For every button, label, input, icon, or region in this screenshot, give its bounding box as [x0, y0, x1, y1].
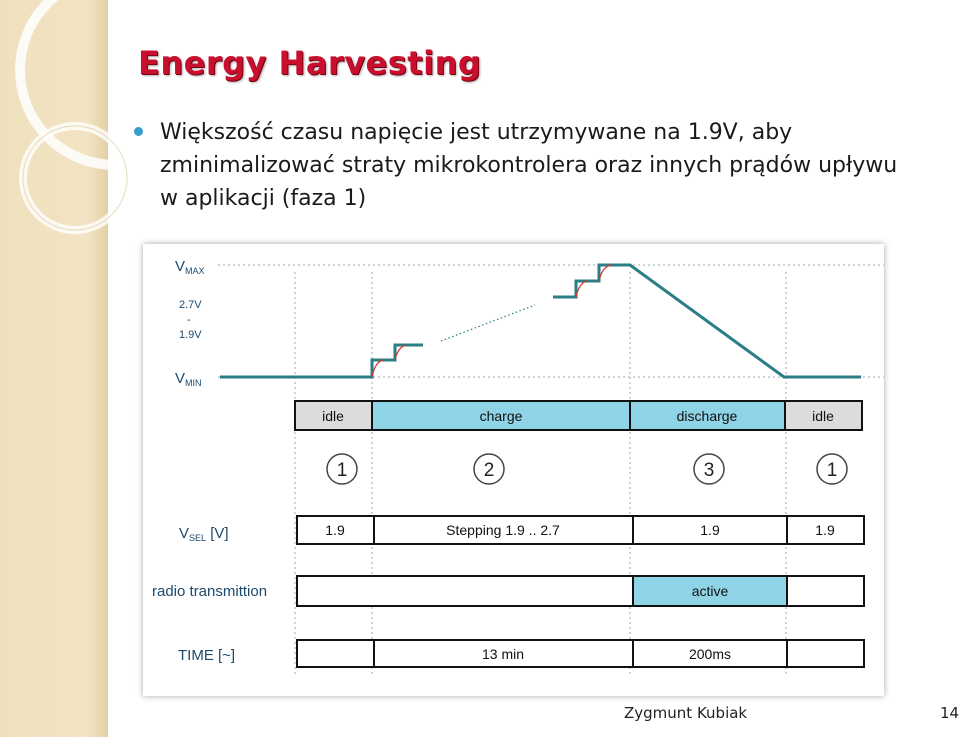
page-number: 14: [940, 704, 959, 722]
radio-cell-inactive-end: [787, 576, 864, 606]
vsel-value: 1.9: [815, 522, 835, 538]
vmax-label: $V_{MAX}$: [175, 258, 205, 276]
phase-numbers: [327, 454, 847, 484]
vsel-row: [297, 516, 864, 544]
charge-gap-dotted: [441, 305, 535, 341]
timing-diagram: [143, 244, 884, 696]
radio-row: [297, 576, 864, 606]
phase-label: idle: [322, 408, 344, 424]
time-row-label: TIME [~]: [178, 647, 236, 664]
range-dash-label: -: [187, 314, 191, 326]
bullet-text: Większość czasu napięcie jest utrzymywane na 1.9V, aby zminimalizować straty mikrokontrolera oraz innych prądów upływu w aplikacji (faza 1): [160, 120, 898, 211]
phase-number: 2: [483, 460, 495, 481]
time-cell: [787, 640, 864, 667]
time-cell: [297, 640, 374, 667]
vmin-label: $V_{MIN}$: [175, 370, 202, 388]
vsel-value: Stepping 1.9 .. 2.7: [446, 522, 560, 538]
slide-title: Energy Harvesting: [138, 44, 482, 82]
phase-number: 1: [826, 460, 838, 481]
time-value: 13 min: [481, 646, 525, 662]
range-top-label: 2.7V: [179, 299, 202, 311]
time-value: 200ms: [688, 646, 732, 662]
phase-number: 3: [703, 460, 715, 481]
range-bottom-label: 1.9V: [179, 329, 202, 341]
radio-cell-inactive: [297, 576, 633, 606]
vsel-value: 1.9: [325, 522, 345, 538]
phase-label: idle: [812, 408, 834, 424]
time-row: [297, 640, 864, 667]
voltage-waveform-left: [220, 345, 423, 377]
vsel-value: 1.9: [700, 522, 720, 538]
radio-row-label: radio transmittion: [152, 583, 268, 600]
footer-author: Zygmunt Kubiak: [624, 704, 748, 722]
vsel-row-label: $V_{SEL}$ [V]: [179, 525, 229, 543]
phase-label: discharge: [676, 408, 738, 424]
bullet-icon: [134, 127, 143, 136]
timing-diagram-svg: [143, 244, 884, 696]
phase-bar: [295, 401, 862, 430]
phase-number: 1: [336, 460, 348, 481]
voltage-waveform-right: [553, 265, 861, 377]
radio-active-label: active: [691, 583, 729, 599]
phase-label: charge: [479, 408, 523, 424]
